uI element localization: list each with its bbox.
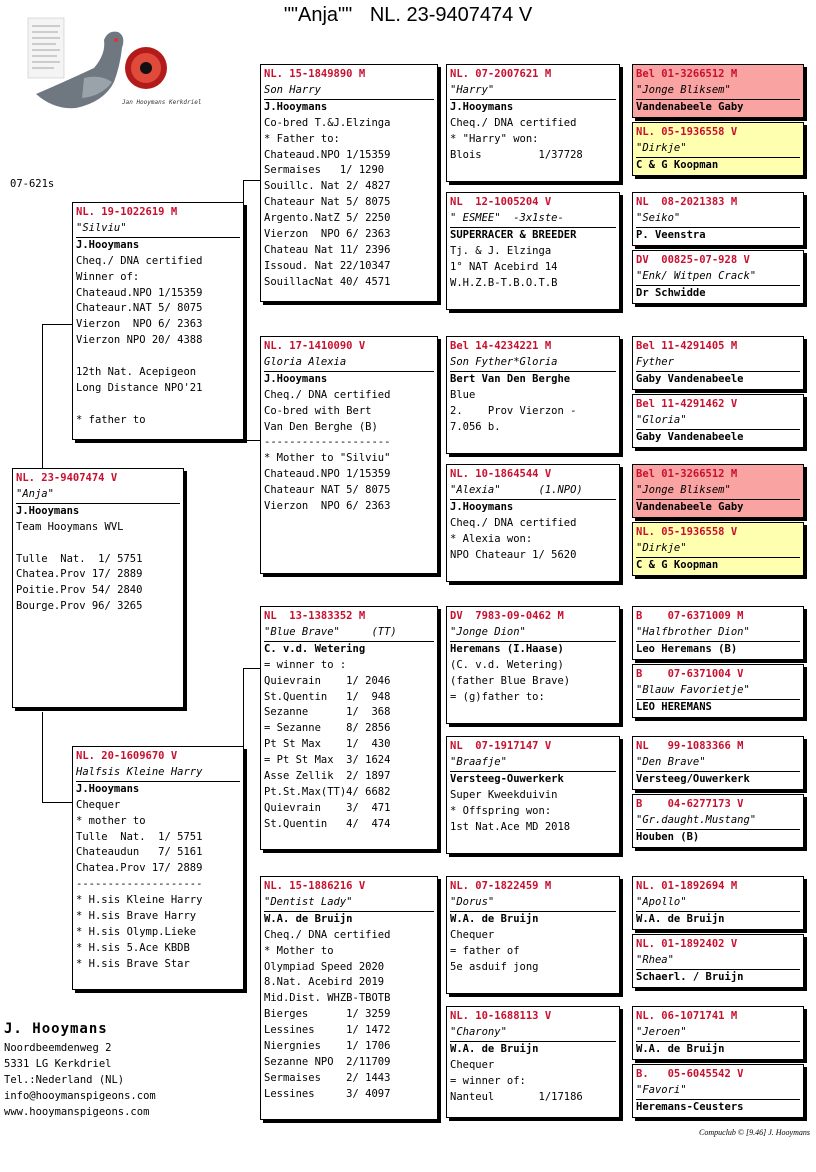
pigeon-name: "Braafje": [450, 755, 616, 772]
info-line: Bourge.Prov 96/ 3265: [16, 600, 143, 613]
pigeon-name: ""Anja"": [283, 4, 353, 26]
connector-line: [243, 180, 260, 181]
info-line: * H.sis Brave Harry: [76, 910, 197, 923]
side-code: 07-621s: [10, 178, 55, 190]
pedigree-box-sdd: [446, 464, 620, 582]
owner-name: J.Hooymans: [76, 782, 140, 795]
connector-line: [42, 324, 72, 325]
info-line: = father of: [450, 944, 520, 957]
ring-number: NL 07-1917147 V: [450, 740, 552, 752]
breeder-tel: Tel.:Nederland (NL): [4, 1074, 125, 1086]
info-line: Chateaud.NPO 1/15359: [76, 286, 203, 299]
ring-number: NL. 05-1936558 V: [636, 126, 738, 138]
pigeon-logo: [24, 16, 202, 116]
pigeon-name: "Charony": [450, 1025, 616, 1042]
pigeon-ring: NL. 23-9407474 V: [369, 4, 533, 26]
owner-name: Versteeg-Ouwerkerk: [450, 772, 564, 785]
info-line: Nanteul 1/17186: [450, 1090, 583, 1103]
info-line: Van Den Berghe (B): [264, 420, 378, 433]
pedigree-box-g2: [632, 122, 804, 176]
owner-name: C & G Koopman: [636, 158, 719, 171]
pedigree-box-g5: [632, 336, 804, 390]
owner-name: P. Veenstra: [636, 228, 706, 241]
pedigree-box-sire: [72, 202, 244, 440]
owner-name: W.A. de Bruijn: [264, 912, 353, 925]
pedigree-box-g8: [632, 522, 804, 576]
pigeon-name: Son Harry: [264, 83, 434, 100]
pedigree-box-g7: [632, 464, 804, 518]
info-line: * Mother to: [264, 944, 334, 957]
info-line: Tulle Nat. 1/ 5751: [76, 830, 203, 843]
info-line: * father to: [76, 413, 146, 426]
owner-name: J.Hooymans: [450, 100, 514, 113]
ring-number: NL 12-1005204 V: [450, 196, 552, 208]
ring-number: NL. 15-1849890 M: [264, 68, 366, 80]
ring-number: B. 05-6045542 V: [636, 1068, 744, 1080]
pedigree-box-g3: [632, 192, 804, 246]
connector-line: [243, 440, 260, 441]
ring-number: NL. 10-1688113 V: [450, 1010, 552, 1022]
pedigree-box-dd: [260, 876, 438, 1120]
pedigree-box-dam: [72, 746, 244, 990]
info-line: Cheq./ DNA certified: [76, 254, 203, 267]
info-line: Sermaises 1/ 1290: [264, 164, 385, 177]
pigeon-name: " ESMEE" -3x1ste-: [450, 211, 616, 228]
ring-number: B 07-6371009 M: [636, 610, 744, 622]
info-line: = Sezanne 8/ 2856: [264, 722, 391, 735]
owner-name: Gaby Vandenabeele: [636, 372, 744, 385]
info-line: --------------------: [76, 878, 203, 891]
pedigree-box-sss: [446, 64, 620, 182]
owner-name: J.Hooymans: [16, 504, 80, 517]
info-line: St.Quentin 4/ 474: [264, 817, 391, 830]
pedigree-box-dds: [446, 876, 620, 994]
info-line: [76, 349, 240, 365]
pedigree-box-ssd: [446, 192, 620, 310]
ring-number: NL. 23-9407474 V: [16, 472, 118, 484]
info-line: Cheq./ DNA certified: [450, 516, 577, 529]
connector-line: [243, 668, 260, 669]
ring-number: NL. 07-2007621 M: [450, 68, 552, 80]
pedigree-box-sds: [446, 336, 620, 454]
info-line: Co-bred with Bert: [264, 404, 372, 417]
info-line: Winner of:: [76, 270, 140, 283]
ring-number: NL. 10-1864544 V: [450, 468, 552, 480]
ring-number: NL. 01-1892694 M: [636, 880, 738, 892]
owner-name: Dr Schwidde: [636, 286, 706, 299]
owner-name: Bert Van Den Berghe: [450, 372, 571, 385]
info-line: 12th Nat. Acepigeon: [76, 366, 197, 379]
info-line: Chateaur NAT 5/ 8075: [264, 484, 391, 497]
info-line: Long Distance NPO'21: [76, 381, 203, 394]
owner-name: Heremans-Ceusters: [636, 1100, 744, 1113]
pigeon-name: "Anja": [16, 487, 180, 504]
pigeon-name: "Blue Brave" (TT): [264, 625, 434, 642]
info-line: Chequer: [450, 928, 495, 941]
info-line: * Alexia won:: [450, 532, 533, 545]
pigeon-name: "Apollo": [636, 895, 800, 912]
owner-name: J.Hooymans: [76, 238, 140, 251]
pedigree-box-dss: [446, 606, 620, 724]
info-line: * H.sis 5.Ace KBDB: [76, 941, 190, 954]
info-line: * Mother to "Silviu": [264, 452, 391, 465]
info-line: Chequer: [450, 1058, 495, 1071]
info-line: Olympiad Speed 2020: [264, 960, 385, 973]
ring-number: Bel 11-4291462 V: [636, 398, 738, 410]
info-line: [16, 536, 180, 552]
ring-number: NL 99-1083366 M: [636, 740, 744, 752]
info-line: * H.sis Kleine Harry: [76, 894, 203, 907]
pedigree-box-g4: [632, 250, 804, 304]
pedigree-box-g11: [632, 736, 804, 790]
breeder-address: Noordbeemdenweg 2: [4, 1042, 112, 1054]
connector-line: [42, 712, 43, 802]
info-line: Vierzon NPO 20/ 4388: [76, 334, 203, 347]
breeder-city: 5331 LG Kerkdriel: [4, 1058, 112, 1070]
pedigree-box-ds: [260, 606, 438, 850]
info-line: Chateaudun 7/ 5161: [76, 846, 203, 859]
info-line: Vierzon NPO 6/ 2363: [76, 318, 203, 331]
pigeon-name: Halfsis Kleine Harry: [76, 765, 240, 782]
info-line: Super Kweekduivin: [450, 788, 558, 801]
connector-line: [42, 324, 43, 470]
info-line: Issoud. Nat 22/10347: [264, 259, 391, 272]
info-line: 1st Nat.Ace MD 2018: [450, 820, 571, 833]
pigeon-name: "Dorus": [450, 895, 616, 912]
ring-number: NL. 17-1410090 V: [264, 340, 366, 352]
breeder-info: [4, 1018, 156, 1120]
ring-number: Bel 14-4234221 M: [450, 340, 552, 352]
pigeon-name: "Gr.daught.Mustang": [636, 813, 800, 830]
info-line: Poitie.Prov 54/ 2840: [16, 584, 143, 597]
info-line: Sermaises 2/ 1443: [264, 1071, 391, 1084]
info-line: Lessines 1/ 1472: [264, 1024, 391, 1037]
info-line: = winner to :: [264, 658, 347, 671]
owner-name: J.Hooymans: [264, 372, 328, 385]
info-line: = Pt St Max 3/ 1624: [264, 754, 391, 767]
ring-number: NL. 06-1071741 M: [636, 1010, 738, 1022]
info-line: = winner of:: [450, 1074, 526, 1087]
pigeon-name: "Rhea": [636, 953, 800, 970]
owner-name: LEO HEREMANS: [636, 700, 712, 713]
owner-name: SUPERRACER & BREEDER: [450, 228, 577, 241]
owner-name: Leo Heremans (B): [636, 642, 738, 655]
pedigree-box-g15: [632, 1006, 804, 1060]
owner-name: Vandenabeele Gaby: [636, 100, 744, 113]
info-line: * H.sis Brave Star: [76, 957, 190, 970]
info-line: Chateaur Nat 5/ 8075: [264, 196, 391, 209]
owner-name: Houben (B): [636, 830, 700, 843]
ring-number: NL 13-1383352 M: [264, 610, 366, 622]
ring-number: NL. 20-1609670 V: [76, 750, 178, 762]
owner-name: Gaby Vandenabeele: [636, 430, 744, 443]
ring-number: Bel 01-3266512 M: [636, 68, 738, 80]
ring-number: DV 00825-07-928 V: [636, 254, 750, 266]
info-line: Mid.Dist. WHZB-TBOTB: [264, 992, 391, 1005]
footer-credit: Compuclub © [9.46] J. Hooymans: [699, 1128, 810, 1137]
pigeon-name: "Dirkje": [636, 141, 800, 158]
owner-name: W.A. de Bruijn: [636, 912, 725, 925]
info-line: Chatea.Prov 17/ 2889: [16, 568, 143, 581]
owner-name: W.A. de Bruijn: [450, 912, 539, 925]
ring-number: NL. 15-1886216 V: [264, 880, 366, 892]
ring-number: NL 08-2021383 M: [636, 196, 738, 208]
info-line: Sezanne NPO 2/11709: [264, 1055, 391, 1068]
info-line: Sezanne 1/ 368: [264, 706, 391, 719]
pedigree-box-sd: [260, 336, 438, 574]
info-line: Blue: [450, 388, 476, 401]
ring-number: B 07-6371004 V: [636, 668, 744, 680]
pigeon-name: "Dentist Lady": [264, 895, 434, 912]
info-line: --------------------: [264, 436, 391, 449]
pedigree-box-g14: [632, 934, 804, 988]
pigeon-name: "Gloria": [636, 413, 800, 430]
breeder-email[interactable]: info@hooymanspigeons.com: [4, 1090, 156, 1102]
info-line: W.H.Z.B-T.B.O.T.B: [450, 276, 558, 289]
owner-name: W.A. de Bruijn: [636, 1042, 725, 1055]
breeder-name: J. Hooymans: [4, 1021, 108, 1037]
info-line: St.Quentin 1/ 948: [264, 690, 391, 703]
info-line: * Father to:: [264, 132, 340, 145]
info-line: Bierges 1/ 3259: [264, 1008, 391, 1021]
info-line: NPO Chateaur 1/ 5620: [450, 548, 577, 561]
info-line: Souillc. Nat 2/ 4827: [264, 180, 391, 193]
owner-name: J.Hooymans: [450, 500, 514, 513]
info-line: Chateaur.NAT 5/ 8075: [76, 302, 203, 315]
info-line: * mother to: [76, 814, 146, 827]
pigeon-name: "Den Brave": [636, 755, 800, 772]
owner-name: W.A. de Bruijn: [450, 1042, 539, 1055]
owner-name: Schaerl. / Bruijn: [636, 970, 744, 983]
info-line: Cheq./ DNA certified: [450, 116, 577, 129]
info-line: * Offspring won:: [450, 804, 552, 817]
pedigree-box-g9: [632, 606, 804, 660]
info-line: Co-bred T.&J.Elzinga: [264, 116, 391, 129]
pigeon-name: "Jonge Dion": [450, 625, 616, 642]
info-line: Cheq./ DNA certified: [264, 388, 391, 401]
info-line: Quievrain 3/ 471: [264, 801, 391, 814]
info-line: Chateaud.NPO 1/15359: [264, 148, 391, 161]
info-line: * "Harry" won:: [450, 132, 539, 145]
owner-name: C. v.d. Wetering: [264, 642, 366, 655]
info-line: Chequer: [76, 798, 121, 811]
info-line: 7.056 b.: [450, 420, 501, 433]
info-line: 8.Nat. Acebird 2019: [264, 976, 385, 989]
pigeon-name: Fyther: [636, 355, 800, 372]
pedigree-box-dsd: [446, 736, 620, 854]
pigeon-name: "Halfbrother Dion": [636, 625, 800, 642]
ring-number: NL. 01-1892402 V: [636, 938, 738, 950]
ring-number: NL. 05-1936558 V: [636, 526, 738, 538]
ring-number: B 04-6277173 V: [636, 798, 744, 810]
info-line: Lessines 3/ 4097: [264, 1087, 391, 1100]
pigeon-name: Son Fyther*Gloria: [450, 355, 616, 372]
pigeon-name: "Dirkje": [636, 541, 800, 558]
info-line: Chatea.Prov 17/ 2889: [76, 862, 203, 875]
pigeon-name: "Silviu": [76, 221, 240, 238]
owner-name: Vandenabeele Gaby: [636, 500, 744, 513]
pedigree-box-g1: [632, 64, 804, 118]
pedigree-box-ss: [260, 64, 438, 302]
pedigree-box-g13: [632, 876, 804, 930]
pedigree-box-ddd: [446, 1006, 620, 1118]
breeder-website[interactable]: www.hooymanspigeons.com: [4, 1106, 150, 1118]
info-line: Tulle Nat. 1/ 5751: [16, 552, 143, 565]
info-line: = (g)father to:: [450, 690, 545, 703]
pigeon-name: "Enk/ Witpen Crack": [636, 269, 800, 286]
pedigree-box-g12: [632, 794, 804, 848]
info-line: 1° NAT Acebird 14: [450, 260, 558, 273]
info-line: Quievrain 1/ 2046: [264, 674, 391, 687]
info-line: Argento.NatZ 5/ 2250: [264, 212, 391, 225]
info-line: Blois 1/37728: [450, 148, 583, 161]
pigeon-name: "Alexia" (1.NPO): [450, 483, 616, 500]
pigeon-name: "Harry": [450, 83, 616, 100]
info-line: (C. v.d. Wetering): [450, 658, 564, 671]
info-line: Niergnies 1/ 1706: [264, 1040, 391, 1053]
connector-line: [243, 668, 244, 748]
pigeon-name: "Favori": [636, 1083, 800, 1100]
info-line: Asse Zellik 2/ 1897: [264, 770, 391, 783]
info-line: (father Blue Brave): [450, 674, 571, 687]
info-line: [76, 397, 240, 413]
connector-line: [42, 802, 72, 803]
pigeon-name: "Jonge Bliksem": [636, 83, 800, 100]
owner-name: Heremans (I.Haase): [450, 642, 564, 655]
info-line: Pt St Max 1/ 430: [264, 738, 391, 751]
owner-name: J.Hooymans: [264, 100, 328, 113]
pigeon-name: Gloria Alexia: [264, 355, 434, 372]
pigeon-name: "Blauw Favorietje": [636, 683, 800, 700]
info-line: Vierzon NPO 6/ 2363: [264, 500, 391, 513]
info-line: SouillacNat 40/ 4571: [264, 275, 391, 288]
pigeon-name: "Jonge Bliksem": [636, 483, 800, 500]
owner-name: C & G Koopman: [636, 558, 719, 571]
pedigree-box-g6: [632, 394, 804, 448]
info-line: Chateaud.NPO 1/15359: [264, 468, 391, 481]
info-line: 2. Prov Vierzon -: [450, 404, 577, 417]
ring-number: Bel 01-3266512 M: [636, 468, 738, 480]
owner-name: Versteeg/Ouwerkerk: [636, 772, 750, 785]
ring-number: NL. 07-1822459 M: [450, 880, 552, 892]
logo-text: Jan Hooymans Kerkdriel: [122, 99, 202, 106]
info-line: Team Hooymans WVL: [16, 520, 124, 533]
pedigree-box-g16: [632, 1064, 804, 1118]
info-line: 5e asduif jong: [450, 960, 539, 973]
info-line: Pt.St.Max(TT)4/ 6682: [264, 785, 391, 798]
pedigree-box-subject: [12, 468, 184, 708]
info-line: Tj. & J. Elzinga: [450, 244, 552, 257]
info-line: Chateau Nat 11/ 2396: [264, 243, 391, 256]
pigeon-name: "Jeroen": [636, 1025, 800, 1042]
info-line: Vierzon NPO 6/ 2363: [264, 228, 391, 241]
ring-number: Bel 11-4291405 M: [636, 340, 738, 352]
info-line: * H.sis Olymp.Lieke: [76, 925, 197, 938]
ring-number: DV 7983-09-0462 M: [450, 610, 564, 622]
ring-number: NL. 19-1022619 M: [76, 206, 178, 218]
pigeon-name: "Seiko": [636, 211, 800, 228]
pedigree-box-g10: [632, 664, 804, 718]
info-line: Cheq./ DNA certified: [264, 928, 391, 941]
